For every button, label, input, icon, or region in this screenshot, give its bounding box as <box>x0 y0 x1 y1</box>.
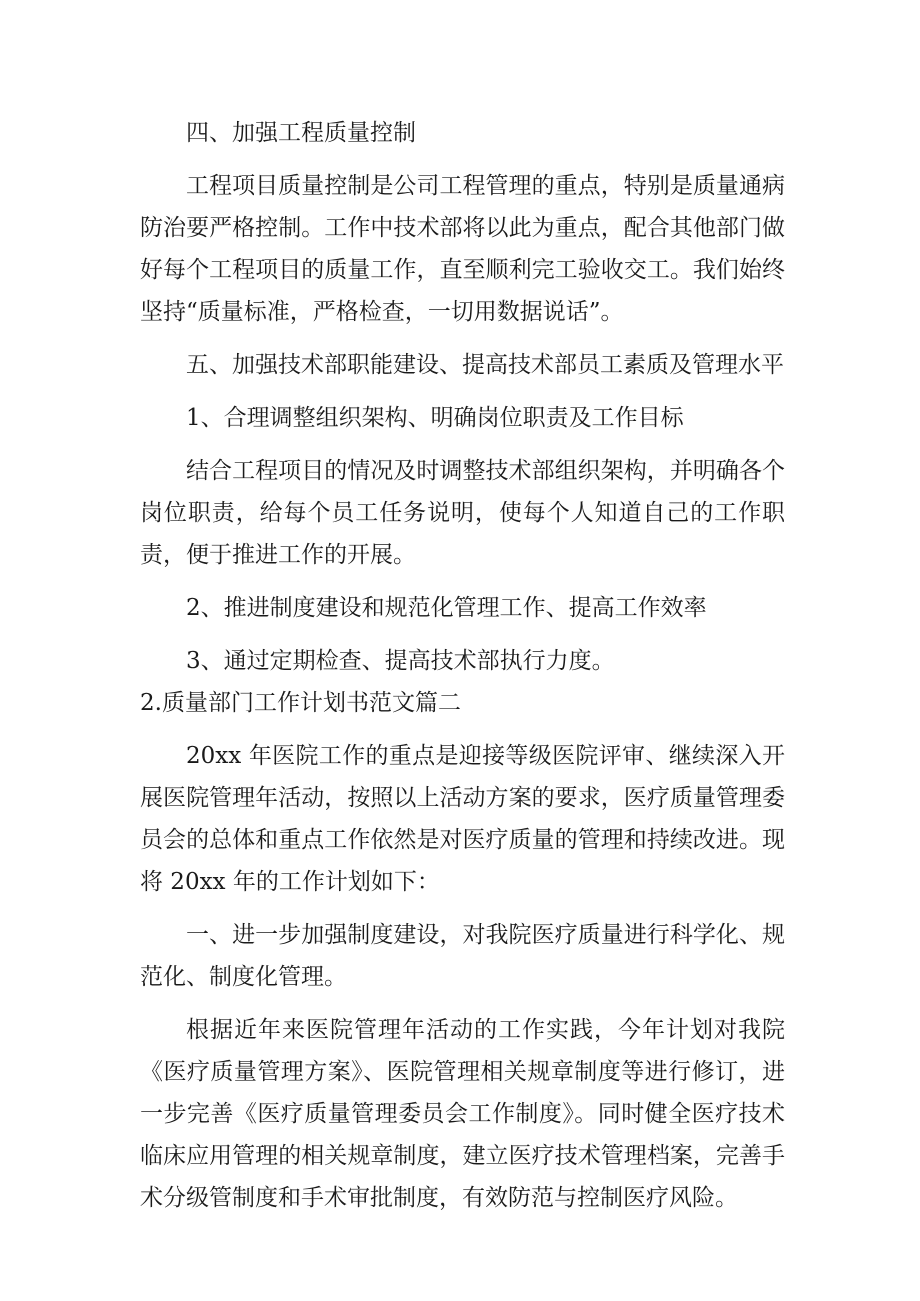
subheading-5-2: 2、推进制度建设和规范化管理工作、提高工作效率 <box>186 595 707 621</box>
paragraph-regulations: 根据近年来医院管理年活动的工作实践，今年计划对我院《医疗质量管理方案》、医院管理相关规章制度等进行修订，进一步完善《医疗质量管理委员会工作制度》。同时健全医疗技术临床应用管理的相关规章制度，建立医疗技术管理档案，完善手术分级管制度和手术审批制度，有效防范与控制医疗风险。 <box>140 1017 785 1211</box>
subheading-5-1: 1、合理调整组织架构、明确岗位职责及工作目标 <box>186 405 684 431</box>
paragraph-quality-control: 工程项目质量控制是公司工程管理的重点，特别是质量通病防治要严格控制。工作中技术部将以此为重点，配合其他部门做好每个工程项目的质量工作，直至顺利完工验收交工。我们始终坚持“质量标准，严格检查，一切用数据说话”。 <box>140 173 785 325</box>
paragraph-item-1: 一、进一步加强制度建设，对我院医疗质量进行科学化、规范化、制度化管理。 <box>140 922 785 990</box>
paragraph-hospital-plan: 20xx 年医院工作的重点是迎接等级医院评审、继续深入开展医院管理年活动，按照以上活动方案的要求，医疗质量管理委员会的总体和重点工作依然是对医疗质量的管理和持续改进。现将 20xx 年的工作计划如下： <box>140 743 785 895</box>
section-heading-4: 四、加强工程质量控制 <box>186 120 416 146</box>
paragraph-organization: 结合工程项目的情况及时调整技术部组织架构，并明确各个岗位职责，给每个员工任务说明，使每个人知道自己的工作职责，便于推进工作的开展。 <box>140 458 785 568</box>
subheading-5-3: 3、通过定期检查、提高技术部执行力度。 <box>186 648 615 674</box>
document-body <box>140 112 785 1219</box>
section-heading-5: 五、加强技术部职能建设、提高技术部员工素质及管理水平 <box>186 352 784 378</box>
article-title-2: 2.质量部门工作计划书范文篇二 <box>140 690 461 716</box>
